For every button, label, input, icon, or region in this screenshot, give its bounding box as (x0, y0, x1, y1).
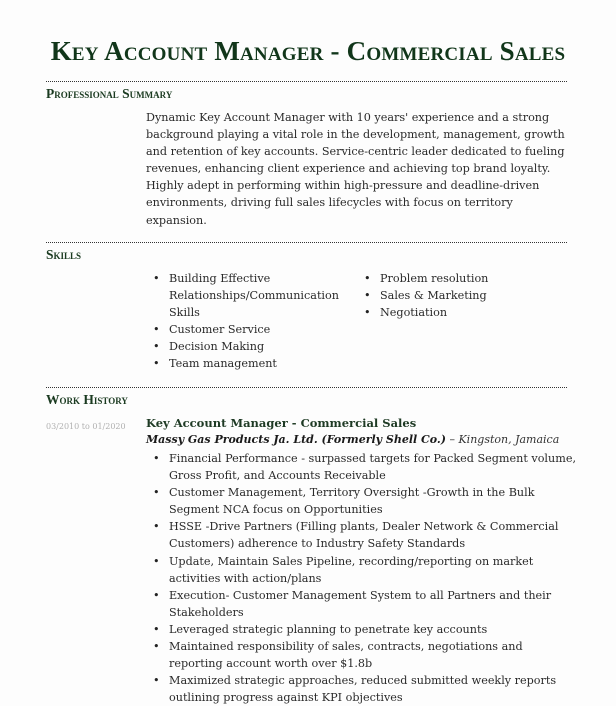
job-date-range: 03/2010 to 01/2020 (46, 422, 126, 431)
company-line (146, 433, 586, 446)
skills-list-column-1 (146, 270, 351, 373)
resume-title: Key Account Manager - Commercial Sales (50, 36, 566, 66)
section-heading-summary: Professional Summary (46, 86, 173, 101)
skill-item: • Decision Making (146, 338, 351, 355)
skill-item: • Team management (146, 355, 351, 372)
job-title: Key Account Manager - Commercial Sales (146, 416, 417, 430)
skill-item: • Building Effective Relationships/Communication Skills (146, 270, 351, 321)
divider (46, 81, 567, 82)
job-responsibilities (146, 450, 576, 706)
responsibility-item: • Execution- Customer Management System to all Partners and their Stakeholders (146, 587, 576, 621)
responsibility-item: • HSSE -Drive Partners (Filling plants, Dealer Network & Commercial Customers) adherence to Industry Safety Standards (146, 518, 576, 552)
skill-item: • Customer Service (146, 321, 351, 338)
separator: – (445, 433, 459, 446)
responsibility-item: • Leveraged strategic planning to penetrate key accounts (146, 621, 576, 638)
responsibility-item: • Financial Performance - surpassed targets for Packed Segment volume, Gross Profit, and Accounts Receivable (146, 450, 576, 484)
job-location: Kingston, Jamaica (458, 433, 560, 446)
summary-text: Dynamic Key Account Manager with 10 years' experience and a strong background playing a vital role in the development, management, growth and retention of key accounts. Service-centric leader dedicated to fueling revenues, enhancing client experience and achieving top brand loyalty. Highly adept in performing within high-pressure and deadline-driven environments, driving full sales lifecycles with focus on territory expansion. (146, 111, 565, 227)
responsibility-item: • Maximized strategic approaches, reduced submitted weekly reports outlining progress against KPI objectives (146, 672, 576, 706)
skill-item: • Negotiation (357, 304, 557, 321)
divider (46, 242, 567, 243)
divider (46, 387, 567, 388)
responsibility-item: • Maintained responsibility of sales, contracts, negotiations and reporting account worth over $1.8b (146, 638, 576, 672)
skill-item: • Problem resolution (357, 270, 557, 287)
skills-list-column-2 (357, 270, 557, 321)
section-heading-work-history: Work History (46, 392, 128, 407)
company-name: Massy Gas Products Ja. Ltd. (Formerly Shell Co.) (146, 433, 446, 446)
responsibility-item: • Customer Management, Territory Oversight -Growth in the Bulk Segment NCA focus on Opportunities (146, 484, 576, 518)
skill-item: • Sales & Marketing (357, 287, 557, 304)
section-heading-skills: Skills (46, 247, 82, 262)
responsibility-item: • Update, Maintain Sales Pipeline, recording/reporting on market activities with action/plans (146, 553, 576, 587)
